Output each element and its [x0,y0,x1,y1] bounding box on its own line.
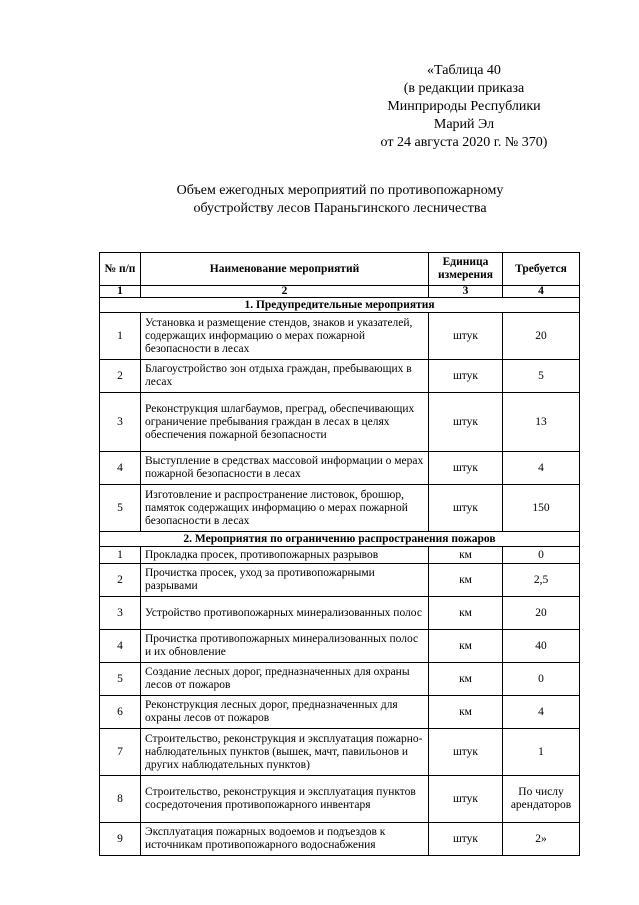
measure-name: Благоустройство зон отдыха граждан, пребывающих в лесах [141,360,429,393]
required-quantity: 0 [503,663,580,696]
measures-table [99,252,580,856]
unit-of-measure: штук [429,776,503,823]
table-row [100,313,580,360]
measure-name: Изготовление и распространение листовок, брошюр, памяток содержащих информацию о мерах пожарной безопасности в лесах [141,485,429,532]
row-number: 1 [100,313,141,360]
unit-of-measure: км [429,696,503,729]
column-header-required: Требуется [503,253,580,286]
table-row [100,547,580,564]
column-number: 4 [503,286,580,298]
required-quantity: 4 [503,452,580,485]
section-header-row [100,532,580,547]
column-header-unit: Единица измерения [429,253,503,286]
column-number: 2 [141,286,429,298]
measure-name: Прокладка просек, противопожарных разрывов [141,547,429,564]
required-quantity: 2,5 [503,564,580,597]
column-number: 1 [100,286,141,298]
document-title [120,182,560,218]
table-row [100,452,580,485]
unit-of-measure: км [429,597,503,630]
column-number: 3 [429,286,503,298]
required-quantity: 40 [503,630,580,663]
title-line-1: Объем ежегодных мероприятий по противопожарному [176,183,504,198]
unit-of-measure: штук [429,485,503,532]
row-number: 3 [100,393,141,452]
table-row [100,776,580,823]
required-quantity: 0 [503,547,580,564]
row-number: 9 [100,823,141,856]
measure-name: Строительство, реконструкция и эксплуатация пунктов сосредоточения противопожарного инвентаря [141,776,429,823]
row-number: 5 [100,485,141,532]
measure-name: Создание лесных дорог, предназначенных для охраны лесов от пожаров [141,663,429,696]
header-line: Минприроды Республики [387,99,541,114]
header-line: «Таблица 40 [427,63,501,78]
unit-of-measure: км [429,547,503,564]
column-header-number: № п/п [100,253,141,286]
required-quantity: 20 [503,313,580,360]
measure-name: Установка и размещение стендов, знаков и указателей, содержащих информацию о мерах пожарной безопасности в лесах [141,313,429,360]
row-number: 2 [100,564,141,597]
measure-name: Эксплуатация пожарных водоемов и подъездов к источникам противопожарного водоснабжения [141,823,429,856]
header-line: Марий Эл [433,117,495,132]
required-quantity: 4 [503,696,580,729]
table-row [100,393,580,452]
table-row [100,485,580,532]
row-number: 2 [100,360,141,393]
row-number: 1 [100,547,141,564]
table-row [100,564,580,597]
required-quantity: 2» [503,823,580,856]
measure-name: Выступление в средствах массовой информации о мерах пожарной безопасности в лесах [141,452,429,485]
section-title: 2. Мероприятия по ограничению распространения пожаров [100,532,580,547]
unit-of-measure: штук [429,729,503,776]
header-line: (в редакции приказа [403,81,525,96]
order-reference-header [364,62,564,152]
unit-of-measure: км [429,564,503,597]
required-quantity: 1 [503,729,580,776]
table-row [100,729,580,776]
section-title: 1. Предупредительные мероприятия [100,298,580,313]
measure-name: Строительство, реконструкция и эксплуатация пожарно-наблюдательных пунктов (вышек, мачт, павильонов и других наблюдательных пунктов) [141,729,429,776]
table-row [100,597,580,630]
row-number: 8 [100,776,141,823]
table-row [100,823,580,856]
required-quantity: 150 [503,485,580,532]
header-line: от 24 августа 2020 г. № 370) [380,135,548,150]
unit-of-measure: км [429,663,503,696]
unit-of-measure: штук [429,393,503,452]
measure-name: Прочистка противопожарных минерализованных полос и их обновление [141,630,429,663]
unit-of-measure: штук [429,452,503,485]
unit-of-measure: штук [429,823,503,856]
row-number: 5 [100,663,141,696]
column-header-name: Наименование мероприятий [141,253,429,286]
table-row [100,630,580,663]
row-number: 4 [100,630,141,663]
required-quantity: По числу арендаторов [503,776,580,823]
section-header-row [100,298,580,313]
row-number: 6 [100,696,141,729]
row-number: 3 [100,597,141,630]
column-numbers-row [100,286,580,298]
required-quantity: 20 [503,597,580,630]
row-number: 4 [100,452,141,485]
table-body [100,298,580,856]
measure-name: Реконструкция лесных дорог, предназначенных для охраны лесов от пожаров [141,696,429,729]
table-row [100,360,580,393]
measure-name: Прочистка просек, уход за противопожарными разрывами [141,564,429,597]
table-header-row [100,253,580,286]
row-number: 7 [100,729,141,776]
table-row [100,663,580,696]
unit-of-measure: штук [429,360,503,393]
table-row [100,696,580,729]
unit-of-measure: км [429,630,503,663]
unit-of-measure: штук [429,313,503,360]
measure-name: Устройство противопожарных минерализованных полос [141,597,429,630]
required-quantity: 13 [503,393,580,452]
measure-name: Реконструкция шлагбаумов, преград, обеспечивающих ограничение пребывания граждан в лесах в целях обеспечения пожарной безопасности [141,393,429,452]
required-quantity: 5 [503,360,580,393]
title-line-2: обустройству лесов Параньгинского лесничества [193,201,487,216]
